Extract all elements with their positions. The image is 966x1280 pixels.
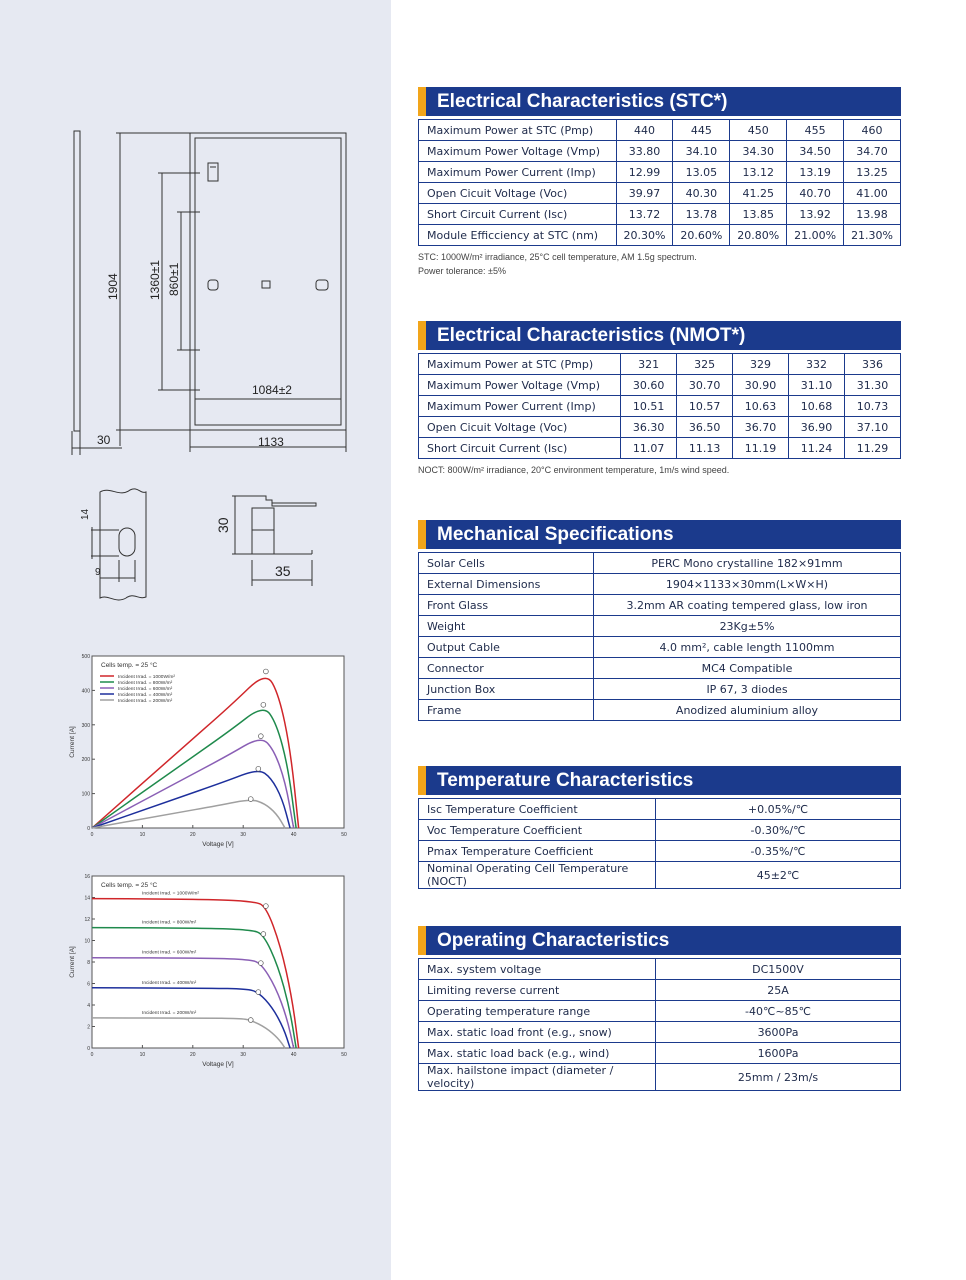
table-row bbox=[419, 658, 901, 679]
x-tick-label: 40 bbox=[290, 1052, 297, 1058]
row-value: 31.30 bbox=[844, 375, 900, 396]
x-tick-label: 30 bbox=[240, 832, 246, 838]
table-row bbox=[419, 799, 901, 820]
max-power-point bbox=[258, 961, 263, 966]
row-value: 445 bbox=[673, 120, 730, 141]
row-value: 31.10 bbox=[789, 375, 845, 396]
temp-section bbox=[418, 766, 901, 889]
y-tick-label: 10 bbox=[84, 938, 90, 945]
table-row bbox=[419, 700, 901, 721]
row-label: Junction Box bbox=[419, 679, 594, 700]
row-value: 11.29 bbox=[844, 438, 900, 459]
mech-title: Mechanical Specifications bbox=[418, 520, 901, 549]
x-tick-label: 30 bbox=[240, 1052, 246, 1058]
table-row bbox=[419, 183, 901, 204]
row-value: 30.70 bbox=[677, 375, 733, 396]
row-value: 12.99 bbox=[616, 162, 673, 183]
row-value: 20.80% bbox=[730, 225, 787, 246]
row-label: Pmax Temperature Coefficient bbox=[419, 841, 656, 862]
row-label: Isc Temperature Coefficient bbox=[419, 799, 656, 820]
table-row bbox=[419, 574, 901, 595]
row-value: 20.60% bbox=[673, 225, 730, 246]
y-tick-label: 300 bbox=[81, 722, 90, 729]
row-value: 13.19 bbox=[787, 162, 844, 183]
y-tick-label: 4 bbox=[87, 1003, 90, 1009]
oper-section bbox=[418, 926, 901, 1091]
max-power-point bbox=[261, 932, 266, 937]
row-value: 30.90 bbox=[733, 375, 789, 396]
row-label: Module Efficciency at STC (nm) bbox=[419, 225, 617, 246]
x-tick-label: 10 bbox=[139, 832, 146, 838]
y-tick-label: 0 bbox=[87, 1046, 90, 1052]
x-tick-label: 40 bbox=[290, 832, 297, 838]
max-power-point bbox=[248, 1018, 253, 1023]
row-value: 33.80 bbox=[616, 141, 673, 162]
row-label: Open Cicuit Voltage (Voc) bbox=[419, 183, 617, 204]
row-value: 10.68 bbox=[789, 396, 845, 417]
row-label: Maximum Power Current (Imp) bbox=[419, 396, 621, 417]
table-row bbox=[419, 438, 901, 459]
row-value: 21.30% bbox=[844, 225, 901, 246]
row-label: Front Glass bbox=[419, 595, 594, 616]
table-row bbox=[419, 1064, 901, 1091]
row-value: 40.70 bbox=[787, 183, 844, 204]
row-value: 39.97 bbox=[616, 183, 673, 204]
row-value: 20.30% bbox=[616, 225, 673, 246]
row-value: -0.35%/℃ bbox=[656, 841, 901, 862]
y-tick-label: 14 bbox=[84, 895, 90, 902]
stc-title: Electrical Characteristics (STC*) bbox=[418, 87, 901, 116]
row-value: 37.10 bbox=[844, 417, 900, 438]
mech-section bbox=[418, 520, 901, 721]
table-row bbox=[419, 375, 901, 396]
row-value: 3.2mm AR coating tempered glass, low iron bbox=[594, 595, 901, 616]
row-value: +0.05%/℃ bbox=[656, 799, 901, 820]
series-label: Incident Irrad. = 800W/m² bbox=[142, 920, 197, 926]
row-label: Maximum Power at STC (Pmp) bbox=[419, 120, 617, 141]
row-value: 25mm / 23m/s bbox=[656, 1064, 901, 1091]
row-value: PERC Mono crystalline 182×91mm bbox=[594, 553, 901, 574]
row-value: 41.25 bbox=[730, 183, 787, 204]
chart-title: Cells temp. = 25 °C bbox=[101, 662, 158, 669]
series-label: Incident Irrad. = 600W/m² bbox=[142, 950, 197, 956]
y-tick-label: 6 bbox=[87, 981, 90, 988]
row-label: Short Circuit Current (Isc) bbox=[419, 438, 621, 459]
row-value: 3600Pa bbox=[656, 1022, 901, 1043]
max-power-point bbox=[256, 766, 261, 771]
row-value: 332 bbox=[789, 354, 845, 375]
row-value: 321 bbox=[621, 354, 677, 375]
row-value: DC1500V bbox=[656, 959, 901, 980]
row-label: Voc Temperature Coefficient bbox=[419, 820, 656, 841]
row-value: 450 bbox=[730, 120, 787, 141]
row-label: Max. static load back (e.g., wind) bbox=[419, 1043, 656, 1064]
row-label: Operating temperature range bbox=[419, 1001, 656, 1022]
stc-section bbox=[418, 87, 901, 278]
row-label: Maximum Power at STC (Pmp) bbox=[419, 354, 621, 375]
dim-height-mount: 860±1 bbox=[167, 262, 181, 296]
max-power-point bbox=[258, 734, 263, 739]
row-label: Connector bbox=[419, 658, 594, 679]
row-value: -0.30%/℃ bbox=[656, 820, 901, 841]
legend-entry: Incident Irrad. = 800W/m² bbox=[118, 680, 173, 686]
row-value: 460 bbox=[844, 120, 901, 141]
max-power-point bbox=[263, 904, 268, 909]
x-tick-label: 0 bbox=[90, 832, 94, 838]
row-label: Max. hailstone impact (diameter / velocity) bbox=[419, 1064, 656, 1091]
row-value: 13.12 bbox=[730, 162, 787, 183]
row-value: 13.25 bbox=[844, 162, 901, 183]
row-value: -40℃~85℃ bbox=[656, 1001, 901, 1022]
row-label: Maximum Power Voltage (Vmp) bbox=[419, 141, 617, 162]
series-label: Incident Irrad. = 1000W/m² bbox=[142, 891, 199, 897]
y-tick-label: 400 bbox=[81, 688, 90, 695]
row-label: Maximum Power Voltage (Vmp) bbox=[419, 375, 621, 396]
row-value: 36.70 bbox=[733, 417, 789, 438]
row-value: 41.00 bbox=[844, 183, 901, 204]
row-label: Frame bbox=[419, 700, 594, 721]
table-row bbox=[419, 396, 901, 417]
row-value: Anodized aluminium alloy bbox=[594, 700, 901, 721]
row-value: 11.19 bbox=[733, 438, 789, 459]
row-value: 10.57 bbox=[677, 396, 733, 417]
table-row bbox=[419, 1022, 901, 1043]
chart-title: Cells temp. = 25 °C bbox=[101, 882, 158, 889]
stc-table bbox=[418, 119, 901, 246]
x-tick-label: 50 bbox=[341, 832, 347, 838]
row-value: 329 bbox=[733, 354, 789, 375]
dim-height-inner: 1360±1 bbox=[148, 260, 162, 300]
row-value: 455 bbox=[787, 120, 844, 141]
table-row bbox=[419, 679, 901, 700]
mech-table bbox=[418, 552, 901, 721]
row-value: 34.10 bbox=[673, 141, 730, 162]
row-label: Output Cable bbox=[419, 637, 594, 658]
row-value: 23Kg±5% bbox=[594, 616, 901, 637]
table-row bbox=[419, 637, 901, 658]
row-value: 10.63 bbox=[733, 396, 789, 417]
row-value: 36.90 bbox=[789, 417, 845, 438]
row-value: 1904×1133×30mm(L×W×H) bbox=[594, 574, 901, 595]
row-label: Open Cicuit Voltage (Voc) bbox=[419, 417, 621, 438]
x-tick-label: 20 bbox=[190, 1052, 196, 1058]
max-power-point bbox=[256, 990, 261, 995]
row-value: 4.0 mm², cable length 1100mm bbox=[594, 637, 901, 658]
row-value: IP 67, 3 diodes bbox=[594, 679, 901, 700]
row-value: 13.85 bbox=[730, 204, 787, 225]
y-tick-label: 100 bbox=[81, 791, 90, 798]
row-label: Max. static load front (e.g., snow) bbox=[419, 1022, 656, 1043]
table-row bbox=[419, 225, 901, 246]
x-axis-label: Voltage [V] bbox=[202, 841, 234, 848]
table-row bbox=[419, 820, 901, 841]
nmot-note: NOCT: 800W/m² irradiance, 20°C environment temperature, 1m/s wind speed. bbox=[418, 465, 730, 475]
row-label: Maximum Power Current (Imp) bbox=[419, 162, 617, 183]
y-tick-label: 500 bbox=[81, 654, 90, 660]
row-value: 336 bbox=[844, 354, 900, 375]
nmot-title: Electrical Characteristics (NMOT*) bbox=[418, 321, 901, 350]
x-tick-label: 10 bbox=[139, 1052, 146, 1058]
row-value: 10.73 bbox=[844, 396, 900, 417]
row-value: 30.60 bbox=[621, 375, 677, 396]
dim-width: 1133 bbox=[258, 435, 284, 449]
table-row bbox=[419, 204, 901, 225]
row-value: 11.07 bbox=[621, 438, 677, 459]
row-label: Limiting reverse current bbox=[419, 980, 656, 1001]
table-row bbox=[419, 841, 901, 862]
temp-table bbox=[418, 798, 901, 889]
row-label: Short Circuit Current (Isc) bbox=[419, 204, 617, 225]
row-value: 36.50 bbox=[677, 417, 733, 438]
row-value: 13.98 bbox=[844, 204, 901, 225]
series-label: Incident Irrad. = 400W/m² bbox=[142, 980, 197, 986]
y-tick-label: 16 bbox=[84, 874, 90, 880]
row-value: 34.70 bbox=[844, 141, 901, 162]
max-power-point bbox=[261, 702, 266, 707]
row-value: 25A bbox=[656, 980, 901, 1001]
row-label: External Dimensions bbox=[419, 574, 594, 595]
y-tick-label: 0 bbox=[87, 826, 90, 832]
dim-hole-w: 9 bbox=[95, 567, 101, 578]
nmot-table bbox=[418, 353, 901, 459]
row-value: 440 bbox=[616, 120, 673, 141]
legend-entry: Incident Irrad. = 600W/m² bbox=[118, 686, 173, 692]
stc-note-1: STC: 1000W/m² irradiance, 25°C cell temperature, AM 1.5g spectrum. bbox=[418, 252, 697, 262]
max-power-point bbox=[248, 797, 253, 802]
row-value: 325 bbox=[677, 354, 733, 375]
dim-profile-h: 30 bbox=[215, 517, 231, 533]
row-value: 45±2℃ bbox=[656, 862, 901, 889]
oper-table bbox=[418, 958, 901, 1091]
temp-title: Temperature Characteristics bbox=[418, 766, 901, 795]
legend-entry: Incident Irrad. = 400W/m² bbox=[118, 692, 173, 698]
nmot-section bbox=[418, 321, 901, 477]
x-tick-label: 0 bbox=[90, 1052, 94, 1058]
y-axis-label: Current [A] bbox=[69, 946, 76, 978]
row-label: Solar Cells bbox=[419, 553, 594, 574]
legend-entry: Incident Irrad. = 200W/m² bbox=[118, 698, 173, 704]
dim-hole-h: 14 bbox=[80, 508, 91, 520]
table-row bbox=[419, 553, 901, 574]
legend-entry: Incident Irrad. = 1000W/m² bbox=[118, 674, 175, 680]
max-power-point bbox=[263, 669, 268, 674]
y-axis-label: Current [A] bbox=[69, 726, 76, 758]
table-row bbox=[419, 417, 901, 438]
row-value: 11.13 bbox=[677, 438, 733, 459]
table-row bbox=[419, 616, 901, 637]
row-value: 34.50 bbox=[787, 141, 844, 162]
table-row bbox=[419, 1043, 901, 1064]
dim-frame-depth: 30 bbox=[97, 433, 111, 447]
dim-height: 1904 bbox=[106, 273, 120, 300]
y-tick-label: 12 bbox=[84, 917, 90, 923]
row-value: MC4 Compatible bbox=[594, 658, 901, 679]
plot-area bbox=[92, 876, 344, 1048]
stc-note-2: Power tolerance: ±5% bbox=[418, 266, 506, 276]
row-value: 13.72 bbox=[616, 204, 673, 225]
table-row bbox=[419, 862, 901, 889]
row-value: 36.30 bbox=[621, 417, 677, 438]
dim-profile-w: 35 bbox=[275, 563, 291, 579]
row-value: 13.05 bbox=[673, 162, 730, 183]
x-axis-label: Voltage [V] bbox=[202, 1061, 234, 1068]
table-row bbox=[419, 141, 901, 162]
series-label: Incident Irrad. = 200W/m² bbox=[142, 1010, 197, 1016]
y-tick-label: 200 bbox=[81, 757, 90, 764]
table-row bbox=[419, 1001, 901, 1022]
table-row bbox=[419, 354, 901, 375]
row-value: 21.00% bbox=[787, 225, 844, 246]
current-voltage-chart bbox=[62, 870, 362, 1075]
row-value: 34.30 bbox=[730, 141, 787, 162]
row-value: 1600Pa bbox=[656, 1043, 901, 1064]
row-value: 10.51 bbox=[621, 396, 677, 417]
y-tick-label: 2 bbox=[87, 1024, 90, 1031]
row-label: Max. system voltage bbox=[419, 959, 656, 980]
module-dimension-drawing bbox=[0, 0, 391, 620]
row-value: 11.24 bbox=[789, 438, 845, 459]
row-value: 40.30 bbox=[673, 183, 730, 204]
row-label: Weight bbox=[419, 616, 594, 637]
y-tick-label: 8 bbox=[87, 960, 90, 966]
x-tick-label: 50 bbox=[341, 1052, 347, 1058]
oper-title: Operating Characteristics bbox=[418, 926, 901, 955]
table-row bbox=[419, 980, 901, 1001]
row-label: Nominal Operating Cell Temperature (NOCT) bbox=[419, 862, 656, 889]
table-row bbox=[419, 595, 901, 616]
row-value: 13.92 bbox=[787, 204, 844, 225]
power-voltage-chart bbox=[62, 650, 362, 855]
table-row bbox=[419, 162, 901, 183]
x-tick-label: 20 bbox=[190, 832, 196, 838]
table-row bbox=[419, 120, 901, 141]
dim-width-inner: 1084±2 bbox=[252, 383, 292, 397]
row-value: 13.78 bbox=[673, 204, 730, 225]
table-row bbox=[419, 959, 901, 980]
